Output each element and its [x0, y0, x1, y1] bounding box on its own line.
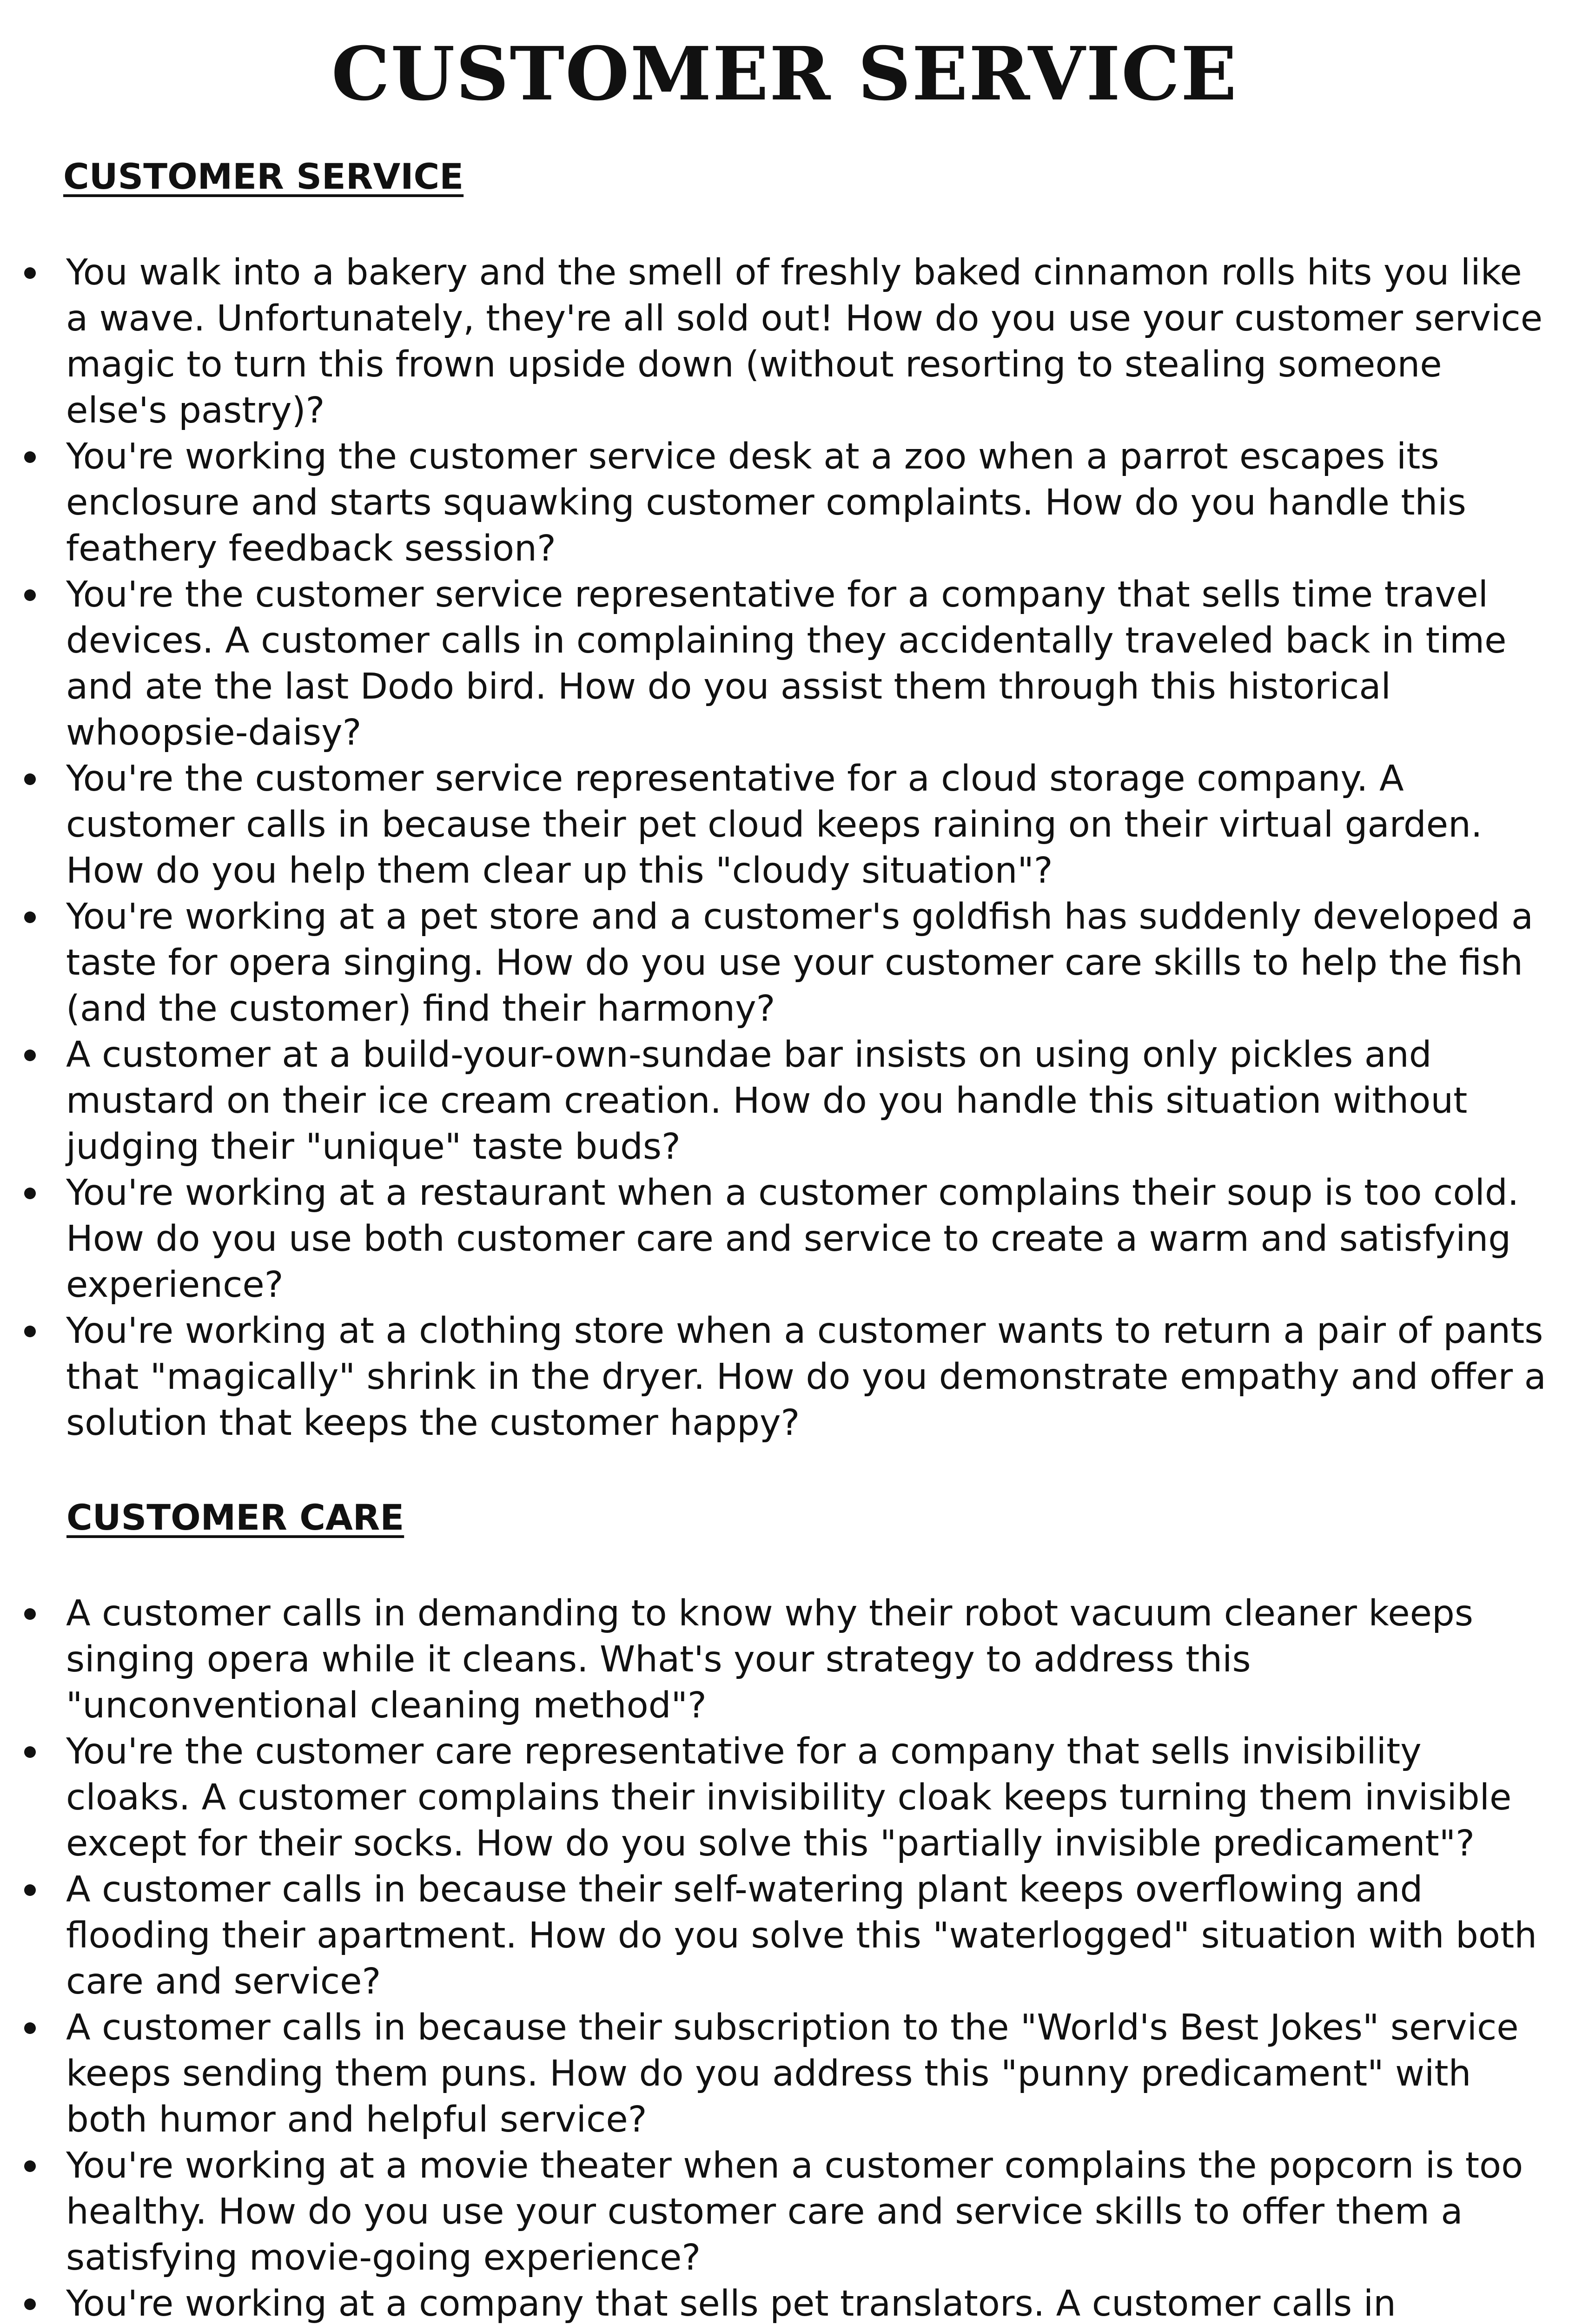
bullet-icon — [24, 1188, 36, 1199]
list-item — [0, 2005, 1569, 2143]
question-text: A customer calls in because their subscription to the "World's Best Jokes" service keeps sending them puns. How do you address this "punny predicament" with both humor and helpful service? — [66, 2007, 1519, 2140]
list-item — [0, 756, 1569, 894]
bullet-icon — [24, 451, 36, 463]
bullet-icon — [24, 2022, 36, 2034]
question-text: You're the customer care representative for a company that sells invisibility cloaks. A customer complains their invisibility cloak keeps turning them invisible except for their socks. How do you solve this "partially invisible predicament"? — [66, 1731, 1512, 1864]
list-item — [0, 894, 1569, 1032]
bullet-icon — [24, 2298, 36, 2310]
question-text: You're working the customer service desk at a zoo when a parrot escapes its enclosure and starts squawking customer complaints. How do you handle this feathery feedback session? — [66, 436, 1466, 569]
list-item — [0, 2143, 1569, 2281]
question-text: You're the customer service representative for a company that sells time travel devices. A customer calls in complaining they accidentally traveled back in time and ate the last Dodo bird. How do you assist them through this historical whoopsie-daisy? — [66, 574, 1507, 753]
question-text: A customer at a build-your-own-sundae bar insists on using only pickles and mustard on their ice cream creation. How do you handle this situation without judging their "unique" taste buds? — [66, 1034, 1468, 1168]
question-text: A customer calls in because their self-watering plant keeps overflowing and flooding their apartment. How do you solve this "waterlogged" situation with both care and service? — [66, 1869, 1537, 2002]
question-text: You're working at a restaurant when a customer complains their soup is too cold. How do you use both customer care and service to create a warm and satisfying experience? — [66, 1172, 1519, 1306]
list-item — [0, 1308, 1569, 1446]
question-text: You're working at a movie theater when a customer complains the popcorn is too healthy. How do you use your customer care and service skills to offer them a satisfying movie-going experience? — [66, 2145, 1523, 2278]
bullet-icon — [24, 773, 36, 785]
customer-service-question-list — [0, 250, 1569, 1446]
bullet-icon — [24, 1746, 36, 1758]
list-item — [0, 2281, 1569, 2324]
question-text: You're the customer service representative for a cloud storage company. A customer calls in because their pet cloud keeps raining on their virtual garden. How do you help them clear up this "cloudy situation"? — [66, 758, 1483, 891]
list-item — [0, 250, 1569, 434]
list-item — [0, 1867, 1569, 2005]
bullet-icon — [24, 589, 36, 601]
customer-care-question-list — [0, 1591, 1569, 2324]
page-title: CUSTOMER SERVICE — [331, 31, 1238, 117]
bullet-icon — [24, 1608, 36, 1620]
bullet-icon — [24, 2160, 36, 2172]
list-item — [0, 434, 1569, 572]
bullet-icon — [24, 1884, 36, 1896]
question-text: You're working at a company that sells pet translators. A customer calls in — [66, 2283, 1396, 2324]
list-item — [0, 572, 1569, 756]
section-heading-customer-care: CUSTOMER CARE — [66, 1497, 404, 1538]
list-item — [0, 1170, 1569, 1308]
question-text: You walk into a bakery and the smell of freshly baked cinnamon rolls hits you like a wave. Unfortunately, they're all sold out! How do you use your customer service magic to turn this frown upside down (without resorting to stealing someone else's pastry)? — [66, 252, 1543, 431]
list-item — [0, 1729, 1569, 1867]
section-heading-customer-service: CUSTOMER SERVICE — [63, 156, 464, 197]
question-text: You're working at a pet store and a customer's goldfish has suddenly developed a taste for opera singing. How do you use your customer care skills to help the fish (and the customer) find their harmony? — [66, 896, 1534, 1030]
bullet-icon — [24, 1326, 36, 1337]
question-text: You're working at a clothing store when a customer wants to return a pair of pants that "magically" shrink in the dryer. How do you demonstrate empathy and offer a solution that keeps the customer happy? — [66, 1310, 1546, 1444]
bullet-icon — [24, 911, 36, 923]
question-text: A customer calls in demanding to know why their robot vacuum cleaner keeps singing opera while it cleans. What's your strategy to address this "unconventional cleaning method"? — [66, 1593, 1473, 1726]
bullet-icon — [24, 267, 36, 279]
list-item — [0, 1032, 1569, 1170]
bullet-icon — [24, 1050, 36, 1061]
list-item — [0, 1591, 1569, 1729]
